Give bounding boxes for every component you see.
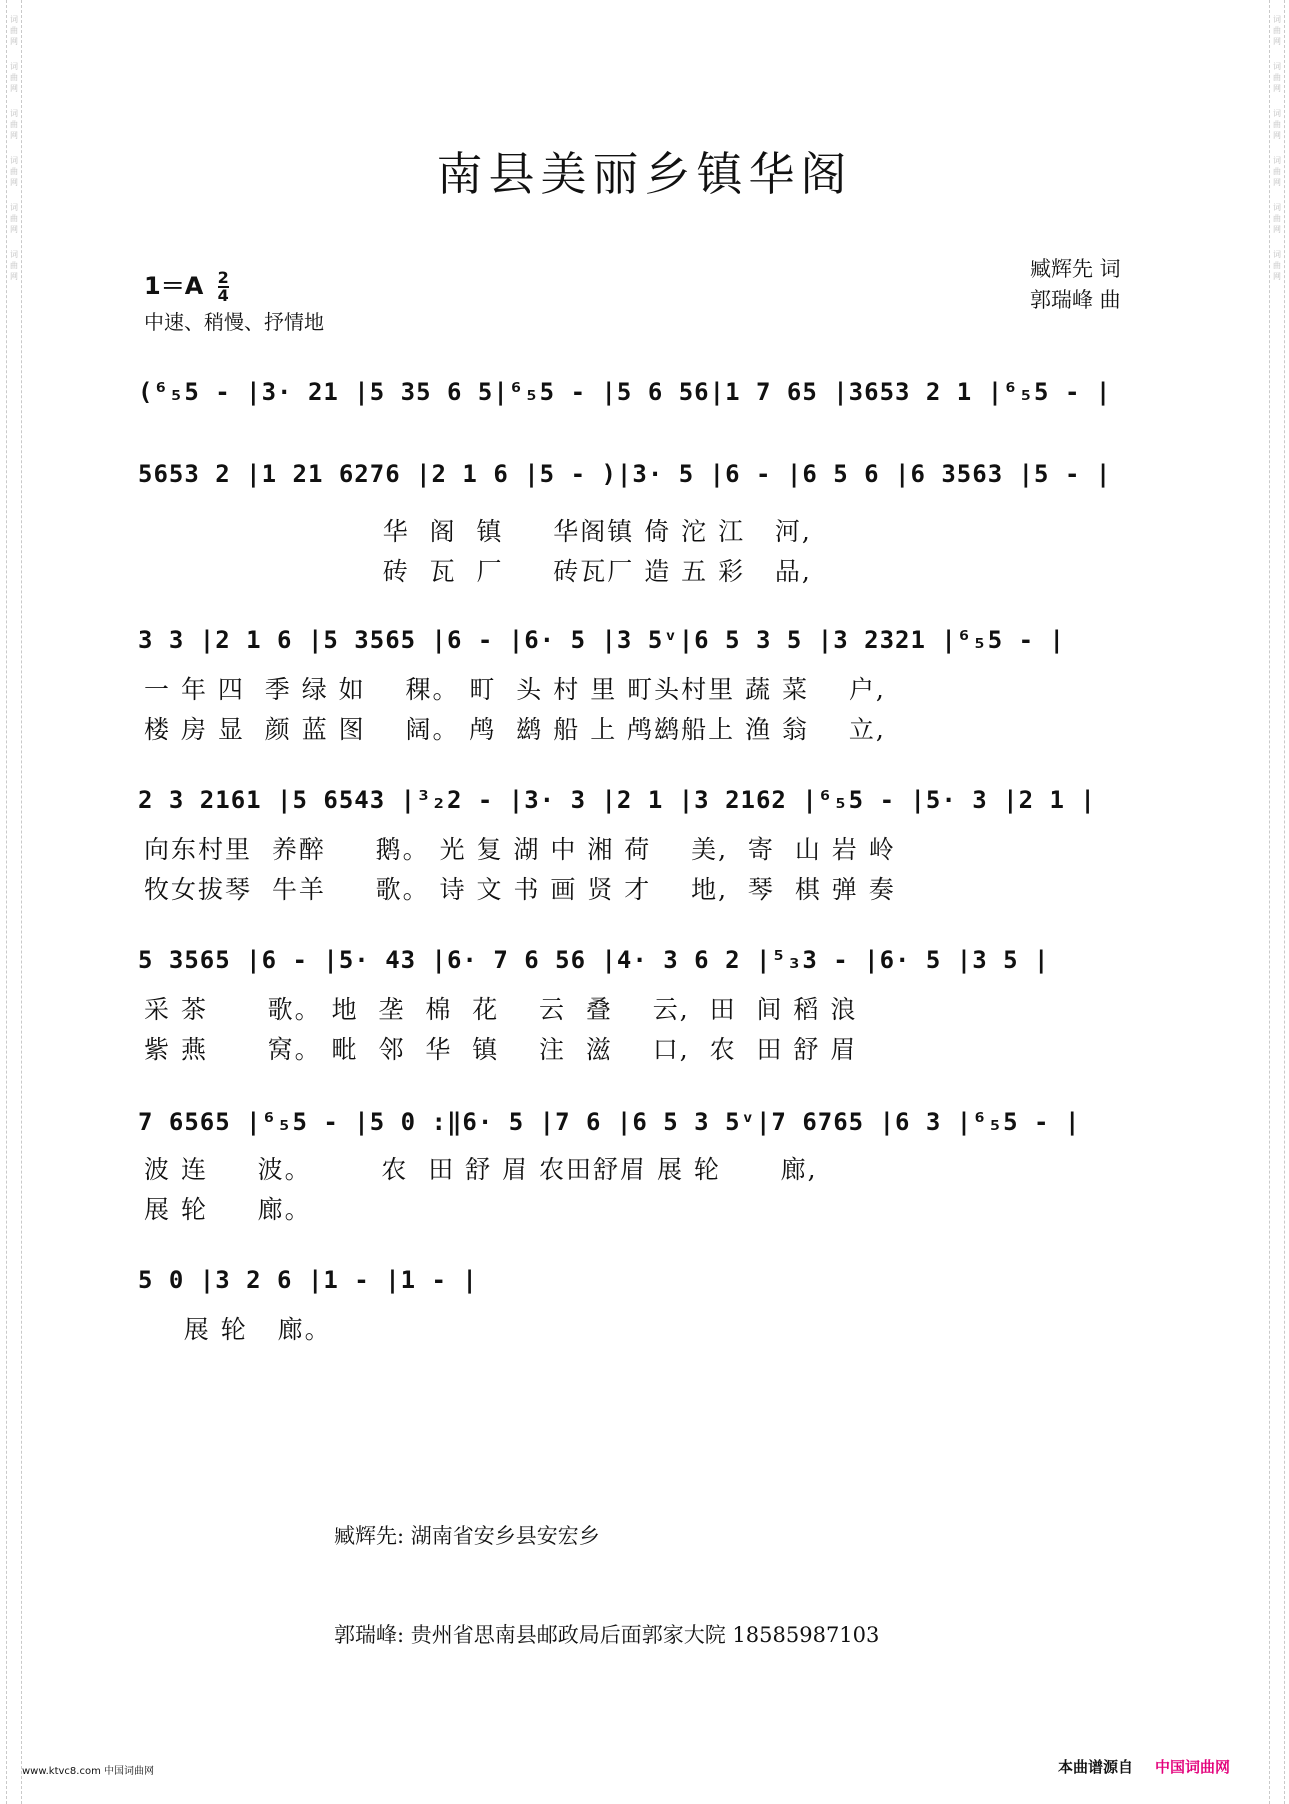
key-signature — [144, 266, 229, 304]
watermark-text: 词曲网 — [10, 156, 18, 187]
contact-line-composer: 郭瑞峰: 贵州省思南县邮政局后面郭家大院 18585987103 — [334, 1623, 880, 1647]
footer-url: www.ktvc8.com 中国词曲网 — [22, 1766, 155, 1777]
watermark-text: 词曲网 — [1273, 109, 1281, 140]
time-signature-top: 2 — [217, 268, 229, 287]
right-watermark-strip — [1269, 0, 1285, 1804]
lyric-verse-1: 向东村里 养醉 鹅。 光 复 湖 中 湘 荷 美, 寄 山 岩 岭 — [144, 835, 896, 864]
notation-line: 3 3 |2 1 6 |5 3565 |6 - |6· 5 |3 5ᵛ|6 5 3 5 |3 2321 |⁶₅5 - | — [138, 626, 1065, 654]
site-name-link[interactable]: 中国词曲网 — [1155, 1758, 1231, 1776]
watermark-text: 词曲网 — [10, 109, 18, 140]
footer-source — [1058, 1756, 1230, 1777]
notation-line: 2 3 2161 |5 6543 |³₂2 - |3· 3 |2 1 |3 2162 |⁶₅5 - |5· 3 |2 1 | — [138, 786, 1096, 814]
notation-line: (⁶₅5 - |3· 21 |5 35 6 5|⁶₅5 - |5 6 56|1 7 65 |3653 2 1 |⁶₅5 - | — [138, 378, 1112, 406]
lyric-verse-1: 一 年 四 季 绿 如 稞。 町 头 村 里 町头村里 蔬 菜 户, — [144, 675, 886, 704]
notation-line: 7 6565 |⁶₅5 - |5 0 :‖6· 5 |7 6 |6 5 3 5ᵛ|7 6765 |6 3 |⁶₅5 - | — [138, 1108, 1081, 1136]
lyric-verse-1: 展 轮 廊。 — [144, 1315, 332, 1344]
lyric-verse-1: 采 茶 歌。 地 垄 棉 花 云 叠 云, 田 间 稻 浪 — [144, 995, 858, 1024]
lyric-verse-2: 牧女拔琴 牛羊 歌。 诗 文 书 画 贤 才 地, 琴 棋 弹 奏 — [144, 875, 896, 904]
watermark-text: 词曲网 — [10, 15, 18, 46]
watermark-text: 词曲网 — [1273, 62, 1281, 93]
key-text: 1＝A — [144, 272, 204, 300]
watermark-text: 词曲网 — [10, 62, 18, 93]
lyricist-credit: 臧辉先 词 — [1030, 257, 1121, 281]
watermark-text: 词曲网 — [10, 203, 18, 234]
watermark-text: 词曲网 — [1273, 203, 1281, 234]
tempo-marking: 中速、稍慢、抒情地 — [144, 310, 324, 334]
notation-line: 5 3565 |6 - |5· 43 |6· 7 6 56 |4· 3 6 2 |⁵₃3 - |6· 5 |3 5 | — [138, 946, 1050, 974]
lyric-verse-1: 华 阁 镇 华阁镇 倚 沱 江 河, — [144, 517, 812, 546]
left-watermark-strip — [6, 0, 22, 1804]
song-title: 南县美丽乡镇华阁 — [436, 147, 853, 201]
lyric-verse-2: 楼 房 显 颜 蓝 图 阔。 鸬 鹚 船 上 鸬鹚船上 渔 翁 立, — [144, 715, 886, 744]
watermark-text: 词曲网 — [10, 250, 18, 281]
lyric-verse-2: 紫 燕 窝。 毗 邻 华 镇 注 滋 口, 农 田 舒 眉 — [144, 1035, 858, 1064]
watermark-text: 词曲网 — [1273, 156, 1281, 187]
notation-line: 5 0 |3 2 6 |1 - |1 - | — [138, 1266, 478, 1294]
contact-info — [334, 1454, 879, 1685]
notation-line: 5653 2 |1 21 6276 |2 1 6 |5 - )|3· 5 |6 - |6 5 6 |6 3563 |5 - | — [138, 460, 1112, 488]
watermark-text: 词曲网 — [1273, 250, 1281, 281]
source-label: 本曲谱源自 — [1058, 1758, 1134, 1776]
time-signature — [218, 270, 229, 304]
contact-line-lyricist: 臧辉先: 湖南省安乡县安宏乡 — [334, 1524, 600, 1548]
composer-credit: 郭瑞峰 曲 — [1030, 288, 1121, 312]
time-signature-bottom: 4 — [217, 286, 229, 305]
credits — [1030, 254, 1121, 316]
lyric-verse-1: 波 连 波。 农 田 舒 眉 农田舒眉 展 轮 廊, — [144, 1155, 818, 1184]
watermark-text: 词曲网 — [1273, 15, 1281, 46]
lyric-verse-2: 砖 瓦 厂 砖瓦厂 造 五 彩 品, — [144, 557, 812, 586]
lyric-verse-2: 展 轮 廊。 — [144, 1195, 312, 1224]
